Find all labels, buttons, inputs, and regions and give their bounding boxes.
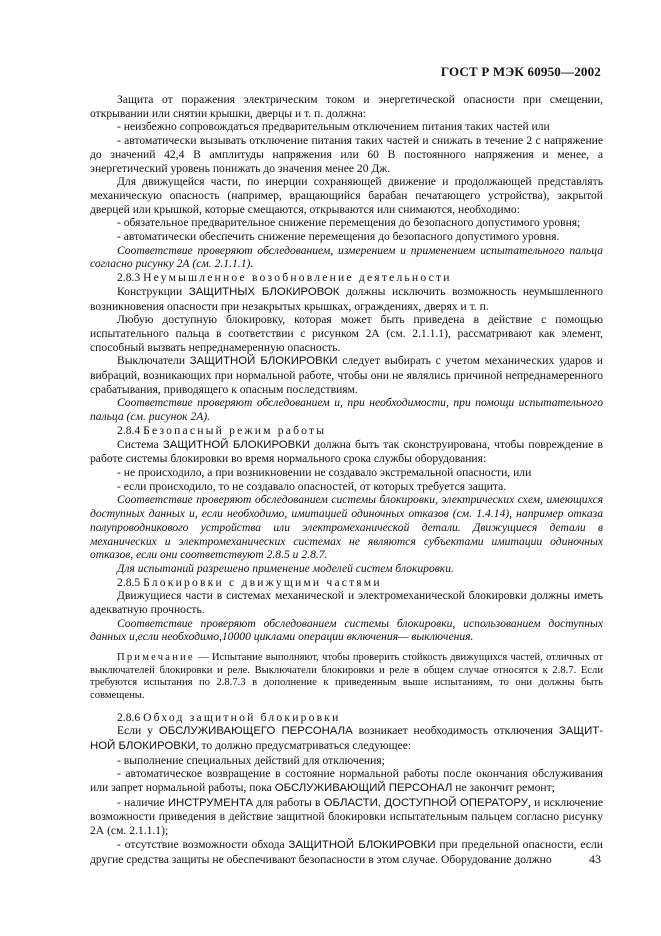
list-item: - выполнение специальных действий для отключения; bbox=[117, 753, 385, 767]
list-item: - неизбежно сопровождаться предварительным отключением питания таких частей или bbox=[117, 120, 550, 134]
note: Примечание — Испытание выполняют, чтобы проверить стойкость движущихся частей, отличных от выключателей блокировки и реле. Выключатели блокировки и реле в общем случае относятся к 2.8.7. Если требуются испытания по 2.8.7.3 в дополнение к приведенным выше испытаниям, то они должны быть совмещены. bbox=[90, 652, 603, 701]
section-number: 2.8.5 bbox=[117, 575, 141, 589]
paragraph: Система ЗАЩИТНОЙ БЛОКИРОВКИ должна быть так сконструирована, чтобы повреждение в работе системы блокировки во время нормального срока службы оборудования: bbox=[90, 437, 604, 466]
section-number: 2.8.3 bbox=[117, 271, 141, 285]
paragraph: Движущиеся части в системах механической и электромеханической блокировки должны иметь адекватную прочность. bbox=[90, 589, 603, 617]
section-title: Обход защитной блокировки bbox=[143, 710, 341, 724]
compliance-statement: Соответствие проверяют обследованием, измерением и применением испытательного пальца согласно рисунку 2А (см. 2.1.1.1). bbox=[90, 243, 603, 271]
list-item: - если происходило, то не создавало опасностей, от которых требуется защита. bbox=[117, 479, 507, 493]
page-number: 43 bbox=[589, 852, 601, 866]
compliance-statement: Соответствие проверяют обследованием системы блокировки, электрических схем, имеющихся доступных данных и, если необходимо, имитацией одиночных отказов (см. 1.4.14), например отказа полупроводникового устройства или электромеханической детали. Движущиеся детали в механических и электромеханических системах не являются субъектами имитации одиночных отказов, если они соответствуют 2.8.5 и 2.8.7. bbox=[90, 493, 603, 562]
section-heading-2-8-6 bbox=[90, 711, 603, 725]
compliance-statement: Соответствие проверяют обследованием и, при необходимости, при помощи испытательного пальца (см. рисунок 2А). bbox=[90, 396, 603, 424]
page-content bbox=[90, 93, 603, 866]
section-title: Безопасный режим работы bbox=[143, 423, 327, 437]
term: ИНСТРУМЕНТА bbox=[167, 796, 254, 809]
list-item: - не происходило, а при возникновении не создавало экстремальной опасности, или bbox=[117, 465, 532, 479]
term: ОБСЛУЖИВАЮЩИЙ ПЕРСОНАЛ bbox=[274, 782, 453, 795]
section-heading-2-8-4 bbox=[90, 424, 603, 438]
term: ЗАЩИТНОЙ БЛОКИРОВКИ bbox=[288, 838, 436, 851]
list-item: - автоматически обеспечить снижение перемещения до безопасного допустимого уровня. bbox=[117, 230, 560, 244]
term: ЗАЩИТНОЙ БЛОКИРОВКИ bbox=[189, 355, 338, 368]
note-label: Примечание bbox=[117, 652, 195, 664]
compliance-statement: Для испытаний разрешено применение моделей систем блокировки. bbox=[117, 561, 454, 575]
compliance-statement: Соответствие проверяют обследованием системы блокировки, использованием доступных данных и,если необходимо,10000 циклами операции включения— выключения. bbox=[90, 616, 603, 644]
term: ЗАЩИТНЫХ БЛОКИРОВОК bbox=[188, 285, 340, 298]
list-item: - отсутствие возможности обхода ЗАЩИТНОЙ БЛОКИРОВКИ при предельной опасности, если другие средства защиты не обеспечивают безопасности в этом случае. Оборудование должно bbox=[90, 837, 603, 866]
term: ЗАЩИТНОЙ БЛОКИРОВКИ bbox=[162, 438, 311, 451]
paragraph: Любую доступную блокировку, которая может быть приведена в действие с помощью испытательного пальца в соответствии с рисунком 2А (см. 2.1.1.1), рассматривают как элемент, способный вызвать непреднамеренную опасность. bbox=[90, 313, 603, 354]
list-item: - наличие ИНСТРУМЕНТА для работы в ОБЛАСТИ, ДОСТУПНОЙ ОПЕРАТОРУ, и исключение возможности приведения в действие защитной блокировки испытательным пальцем согласно рисунку 2А (см. 2.1.1.1); bbox=[90, 795, 603, 838]
section-number: 2.8.6 bbox=[117, 710, 141, 724]
paragraph: Защита от поражения электрическим током и энергетической опасности при смещении, открывании или снятии крышки, дверцы и т. п. должна: bbox=[90, 93, 603, 120]
section-heading-2-8-3 bbox=[90, 271, 603, 285]
list-item: - обязательное предварительное снижение перемещения до безопасного допустимого уровня; bbox=[117, 216, 581, 230]
paragraph: Выключатели ЗАЩИТНОЙ БЛОКИРОВКИ следует выбирать с учетом механических ударов и вибраций, возникающих при нормальной работе, чтобы они не являлись причиной непреднамеренного срабатывания, приводящего к опасным последствиям. bbox=[90, 354, 604, 396]
term: НОЙ БЛОКИРОВКИ bbox=[90, 739, 196, 752]
paragraph: Если у ОБСЛУЖИВАЮЩЕГО ПЕРСОНАЛА возникает необходимость отключения ЗАЩИТ-НОЙ БЛОКИРОВКИ, то должно предусматриваться следующее: bbox=[90, 724, 604, 752]
term: ОБСЛУЖИВАЮЩЕГО ПЕРСОНАЛА bbox=[158, 725, 353, 738]
list-item: - автоматически вызывать отключение питания таких частей и снижать в течение 2 с напряжение до значений 42,4 В амплитуды напряжения или 60 В постоянного напряжения и менее, а энергетический уровень понижать до значения менее 20 Дж. bbox=[90, 134, 603, 175]
section-title: Блокировки с движущими частями bbox=[143, 575, 382, 589]
section-number: 2.8.4 bbox=[117, 423, 141, 437]
standard-header: ГОСТ Р МЭК 60950—2002 bbox=[440, 64, 601, 79]
term: ОБЛАСТИ, ДОСТУПНОЙ ОПЕРАТОРУ bbox=[323, 796, 528, 809]
term: ЗАЩИТ- bbox=[558, 725, 604, 738]
paragraph: Конструкции ЗАЩИТНЫХ БЛОКИРОВОК должны исключить возможность неумышленного возникновения опасности при незакрытых крышках, ограждениях, дверях и т. п. bbox=[90, 284, 603, 313]
paragraph: Для движущейся части, по инерции сохраняющей движение и продолжающей представлять механическую опасность (например, вращающийся барабан печатающего устройства), закрытой дверцей или крышкой, которые смещаются, открываются или снимаются, необходимо: bbox=[90, 175, 603, 216]
section-heading-2-8-5 bbox=[90, 576, 603, 590]
section-title: Неумышленное возобновление деятельности bbox=[143, 271, 452, 285]
list-item: - автоматическое возвращение в состояние нормальной работы после окончания обслуживания или запрет нормальной работы, пока ОБСЛУЖИВАЮЩИЙ ПЕРСОНАЛ не закончит ремонт; bbox=[90, 767, 603, 795]
